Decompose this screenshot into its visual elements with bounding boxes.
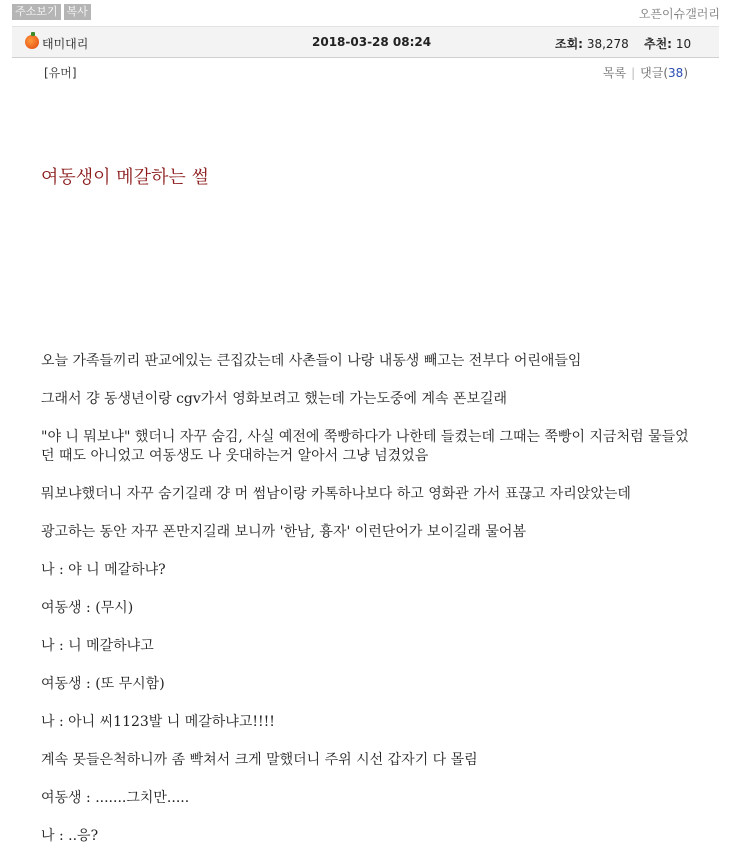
body-paragraph: 뭐보냐했더니 자꾸 숨기길래 걍 머 썸남이랑 카톡하나보다 하고 영화관 가서 표끊고 자리앉았는데 xyxy=(41,486,631,502)
body-paragraph: 여동생 : (또 무시함) xyxy=(41,676,165,692)
copy-button[interactable]: 복사 xyxy=(64,4,91,20)
body-paragraph: 그래서 걍 동생년이랑 cgv가서 영화보려고 했는데 가는도중에 계속 폰보길래 xyxy=(41,391,508,407)
comments-link[interactable] xyxy=(640,66,688,80)
recommend-count xyxy=(644,35,691,52)
body-paragraph: "야 니 뭐보냐" 했더니 자꾸 숨김, 사실 예전에 쭉빵하다가 나한테 들켰는데 그때는 쭉빵이 지금처럼 물들었던 때도 아니었고 여동생도 나 웃대하는거 알아서 그냥 넘겼었음 xyxy=(41,429,689,464)
comments-count: 38 xyxy=(668,66,684,80)
view-count xyxy=(555,35,629,52)
list-link[interactable]: 목록 xyxy=(602,66,627,80)
body-paragraph: 나 : 야 니 메갈하냐? xyxy=(41,562,166,578)
body-paragraph: 나 : 아니 씨1123발 니 메갈하냐고!!!! xyxy=(41,714,275,730)
post-links xyxy=(603,64,688,81)
gallery-name[interactable]: 오픈이슈갤러리 xyxy=(638,7,720,21)
post-category: [유머] xyxy=(44,66,77,80)
body-paragraph: 여동생 : (무시) xyxy=(41,600,134,616)
body-paragraph: 오늘 가족들끼리 판교에있는 큰집갔는데 사촌들이 나랑 내동생 빼고는 전부다 어린애들임 xyxy=(41,353,582,369)
body-paragraph: 광고하는 동안 자꾸 폰만지길래 보니까 '한남, 흉자' 이런단어가 보이길래 물어봄 xyxy=(41,524,526,540)
address-view-button[interactable]: 주소보기 xyxy=(12,4,61,20)
view-count-value: 38,278 xyxy=(586,37,629,51)
body-paragraph: 여동생 : .......그치만..... xyxy=(41,790,190,806)
post-datetime: 2018-03-28 08:24 xyxy=(312,35,432,49)
body-paragraph: 계속 못들은척하니까 좀 빡쳐서 크게 말했더니 주위 시선 갑자기 다 몰림 xyxy=(41,752,478,768)
comments-label: 댓글( xyxy=(640,66,669,80)
view-count-label: 조회: xyxy=(555,37,583,51)
recommend-count-value: 10 xyxy=(675,37,692,51)
recommend-count-label: 추천: xyxy=(644,37,672,51)
link-separator: | xyxy=(631,66,636,80)
top-toolbar xyxy=(12,4,91,20)
author-name[interactable]: 태미대리 xyxy=(42,37,89,51)
body-paragraph: 나 : ..응? xyxy=(41,828,99,844)
author-level-icon xyxy=(25,35,39,49)
post-body xyxy=(41,352,701,865)
post-title: 여동생이 메갈하는 썰 xyxy=(41,167,209,188)
body-paragraph: 나 : 니 메갈하냐고 xyxy=(41,638,154,654)
comments-close: ) xyxy=(683,66,688,80)
post-info-bar xyxy=(12,26,719,58)
